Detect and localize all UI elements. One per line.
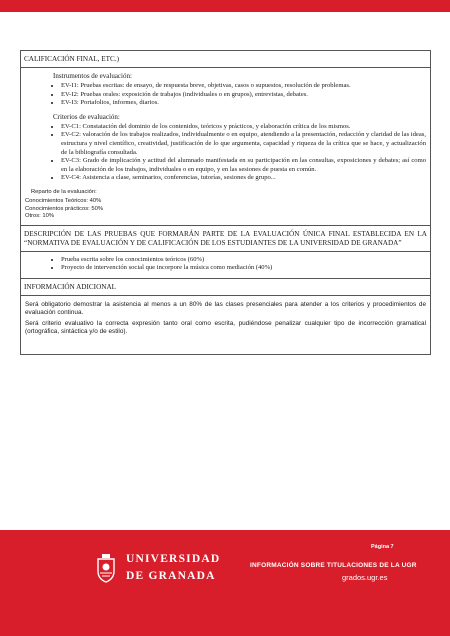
page-number: Página 7 xyxy=(371,544,394,550)
instrumentos-list xyxy=(25,82,426,108)
list-item: • EV-C2: valoración de los trabajos realizados, individualmente o en equipo, atendiendo a la presentación, redacción y claridad de las ideas, estructura y nivel científico, creatividad, justificación de lo que argumenta, capacidad y riqueza de la crítica que se hace, y actualización de la bibliografía consultada. xyxy=(61,131,426,157)
section-header: CALIFICACIÓN FINAL, ETC.) xyxy=(24,55,120,63)
criterios-title: Criterios de evaluación: xyxy=(53,112,120,121)
section-body xyxy=(21,251,430,278)
reparto-item: Otros: 10% xyxy=(25,213,54,220)
section-header: INFORMACIÓN ADICIONAL xyxy=(24,282,117,291)
paragraph: Será criterio evaluativo la correcta expresión tanto oral como escrita, pudiéndose penalizar cualquier tipo de incorrección gramatical (ortográfica, sintáctica y/o de estilo). xyxy=(25,320,426,336)
list-item: • EV-I2: Pruebas orales: exposición de trabajos (individuales o en grupos), entrevistas, debates. xyxy=(61,91,426,100)
list-item: • Proyecto de intervención social que incorpore la música como mediación (40%) xyxy=(61,264,426,273)
section-body xyxy=(21,67,430,225)
footer-info-text: INFORMACIÓN SOBRE TITULACIONES DE LA UGR xyxy=(250,562,417,569)
section-informacion-adicional xyxy=(21,278,430,354)
university-logo-line2: DE GRANADA xyxy=(126,570,216,582)
list-item: • EV-C3: Grado de implicación y actitud del alumnado manifestada en su participación en las consultas, exposiciones y debates; así como en la elaboración de los trabajos, individuales o en equipo, y en las sesiones de puesta en común. xyxy=(61,157,426,174)
reparto-item: Conocimientos Teóricos: 40% xyxy=(25,198,102,205)
instrumentos-title: Instrumentos de evaluación: xyxy=(53,72,132,80)
list-item: • EV-I3: Portafolios, informes, diarios. xyxy=(61,99,426,108)
reparto-item: Conocimientos prácticos: 50% xyxy=(25,205,103,212)
list-item: • EV-C4: Asistencia a clase, seminarios, conferencias, tutorías, sesiones de grupo... xyxy=(61,174,426,183)
list-item: • EV-I1: Pruebas escritas: de ensayo, de respuesta breve, objetivas, casos o supuestos, resolución de problemas. xyxy=(61,82,426,91)
evaluation-table xyxy=(20,50,431,355)
university-crest-icon xyxy=(94,553,118,583)
pruebas-list xyxy=(25,256,426,273)
reparto-title: Reparto de la evaluación: xyxy=(31,188,97,195)
list-item: • Prueba escrita sobre los conocimientos teóricos (60%) xyxy=(61,256,426,265)
university-logo-line1: UNIVERSIDAD xyxy=(126,553,221,565)
footer-url-link[interactable]: grados.ugr.es xyxy=(342,573,388,582)
criterios-list xyxy=(25,123,426,183)
paragraph: Será obligatorio demostrar la asistencia al menos a un 80% de las clases presenciales para atender a los criterios y procedimientos de evaluación continua. xyxy=(25,300,426,316)
list-item: • EV-C1: Constatación del dominio de los contenidos, teóricos y prácticos, y elaboración crítica de los mismos. xyxy=(61,123,426,132)
section-header: DESCRIPCIÓN DE LAS PRUEBAS QUE FORMARÁN PARTE DE LA EVALUACIÓN ÚNICA FINAL ESTABLECIDA EN LA “NORMATIVA DE EVALUACIÓN Y DE CALIFICACIÓN DE LOS ESTUDIANTES DE LA UNIVERSIDAD DE GRANADA” xyxy=(24,229,427,247)
section-evaluacion-unica xyxy=(21,225,430,278)
section-calificacion xyxy=(21,51,430,225)
top-red-bar xyxy=(0,0,450,12)
section-body xyxy=(21,295,430,354)
